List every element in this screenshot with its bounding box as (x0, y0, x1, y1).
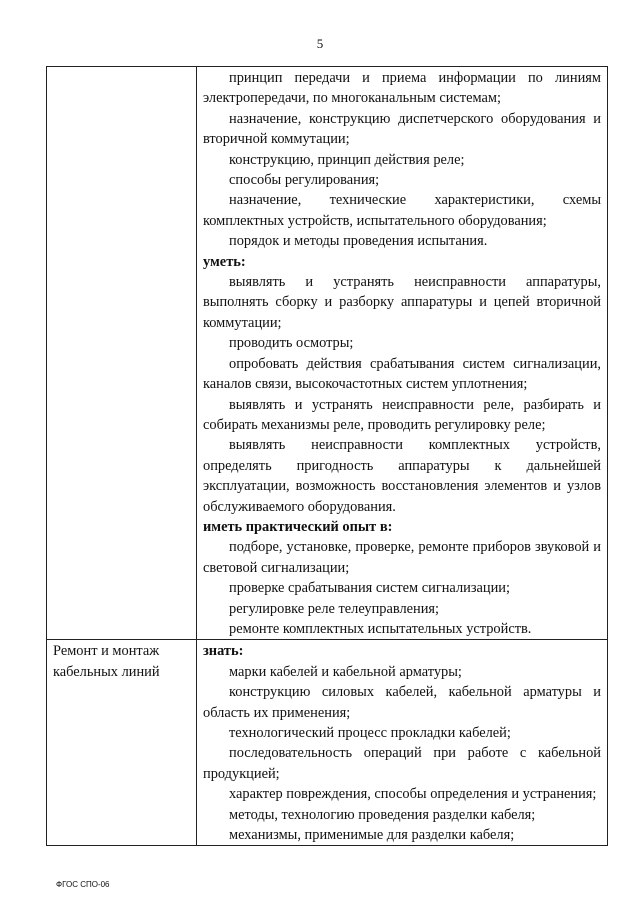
table-row (47, 67, 608, 640)
list-item: подборе, установке, проверке, ремонте приборов звуковой и световой сигнализации; (203, 539, 601, 576)
list-item: выявлять и устранять неисправности аппаратуры, выполнять сборку и разборку аппаратуры и цепей вторичной коммутации; (203, 274, 601, 331)
list-item: способы регулирования; (229, 172, 380, 189)
list-item: конструкцию силовых кабелей, кабельной арматуры и область их применения; (203, 684, 601, 721)
list-item: последовательность операций при работе с кабельной продукцией; (203, 745, 601, 782)
list-item: принцип передачи и приема информации по линиям электропередачи, по многоканальным системам; (203, 70, 601, 107)
list-item: технологический процесс прокладки кабелей; (229, 725, 511, 741)
section-heading: уметь: (203, 253, 246, 270)
page-number: 5 (316, 36, 324, 51)
row-content-cell (197, 640, 608, 846)
section-heading: иметь практический опыт в: (203, 518, 393, 535)
list-item: конструкцию, принцип действия реле; (229, 151, 465, 168)
list-item: выявлять неисправности комплектных устройств, определять пригодность аппаратуры к дальнейшей эксплуатации, возможность восстановления элементов и узлов обслуживаемого оборудования. (203, 437, 601, 515)
list-item: методы, технологию проведения разделки кабеля; (229, 806, 536, 823)
list-item: выявлять и устранять неисправности реле, разбирать и собирать механизмы реле, проводить регулировку реле; (203, 396, 601, 433)
list-item: порядок и методы проведения испытания. (229, 233, 488, 250)
footer-standard-code: ФГОС СПО-06 (56, 880, 110, 889)
list-item: назначение, конструкцию диспетчерского оборудования и вторичной коммутации; (203, 110, 601, 148)
list-item: опробовать действия срабатывания систем сигнализации, каналов связи, высокочастотных систем уплотнения; (203, 355, 601, 393)
list-item: проводить осмотры; (229, 335, 354, 352)
list-item: регулировке реле телеуправления; (229, 600, 440, 617)
list-item: назначение, технические характеристики, схемы комплектных устройств, испытательного оборудования; (203, 192, 601, 229)
list-item: ремонте комплектных испытательных устройств. (229, 620, 532, 637)
list-item: проверке срабатывания систем сигнализации; (229, 580, 510, 597)
competency-table (46, 66, 608, 846)
list-item: марки кабелей и кабельной арматуры; (229, 663, 462, 680)
row-content-cell (197, 67, 608, 640)
list-item: механизмы, применимые для разделки кабеля; (229, 827, 515, 844)
row-label-cell: Ремонт и монтаж кабельных линий (47, 640, 197, 846)
table-row (47, 640, 608, 846)
row-label-cell (47, 67, 197, 640)
list-item: характер повреждения, способы определения и устранения; (229, 786, 597, 803)
section-heading: знать: (203, 643, 244, 660)
